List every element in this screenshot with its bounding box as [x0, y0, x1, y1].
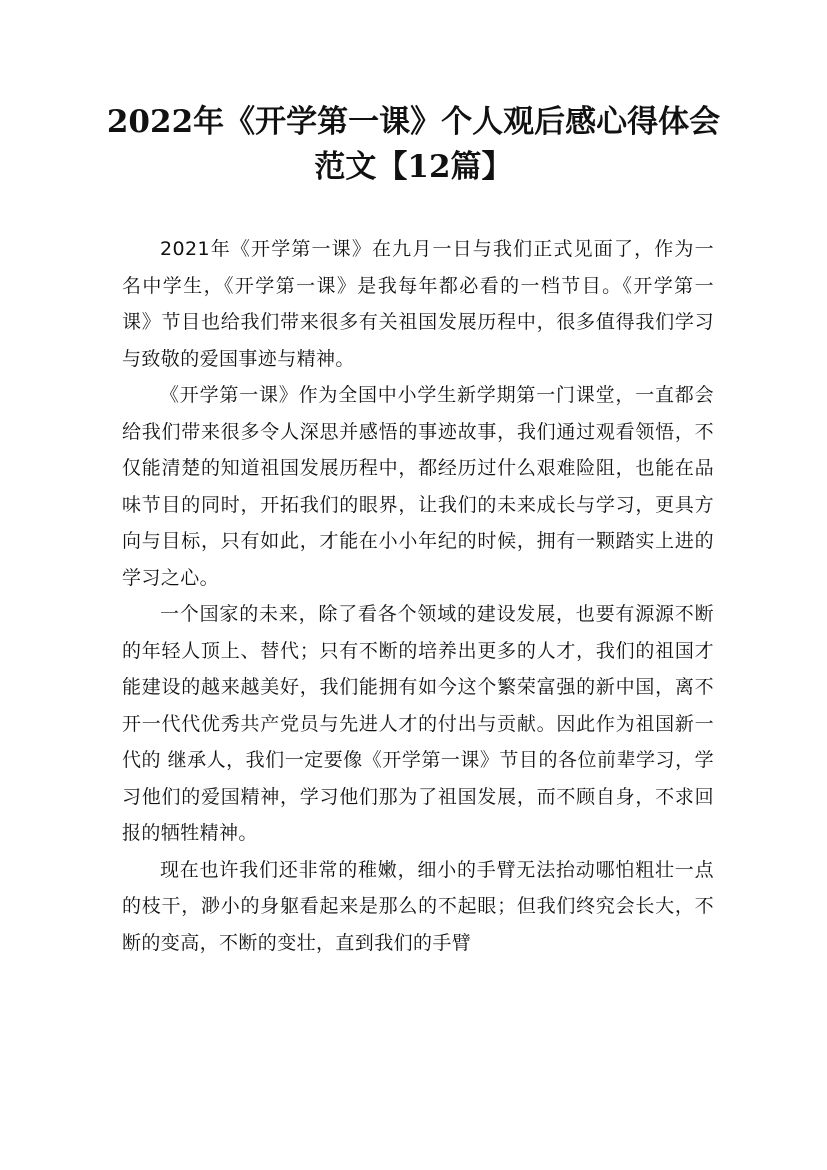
paragraph-3: 一个国家的未来，除了看各个领域的建设发展，也要有源源不断的年轻人顶上、替代；只有不断的培养出更多的人才，我们的祖国才能建设的越来越美好，我们能拥有如今这个繁荣富强的新中国，离不开一代代优秀共产党员与先进人才的付出与贡献。因此作为祖国新一代的 继承人，我们一定要像《开学第一课》节目的各位前辈学习，学习他们的爱国精神，学习他们那为了祖国发展，而不顾自身，不求回报的牺牲精神。	[122, 603, 714, 844]
title-line-1: 2022年《开学第一课》个人观后感心得体会	[106, 104, 721, 140]
document-title	[100, 100, 727, 190]
title-line-2: 范文【12篇】	[314, 149, 513, 185]
paragraph-1: 2021年《开学第一课》在九月一日与我们正式见面了，作为一名中学生，《开学第一课》是我每年都必看的一档节目。《开学第一课》节目也给我们带来很多有关祖国发展历程中，很多值得我们学习与致敬的爱国事迹与精神。	[122, 238, 714, 370]
paragraph-4: 现在也许我们还非常的稚嫩，细小的手臂无法抬动哪怕粗壮一点的枝干，渺小的身躯看起来是那么的不起眼；但我们终究会长大，不断的变高，不断的变壮，直到我们的手臂	[122, 858, 714, 954]
paragraph-2: 《开学第一课》作为全国中小学生新学期第一门课堂，一直都会给我们带来很多令人深思并感悟的事迹故事，我们通过观看领悟，不仅能清楚的知道祖国发展历程中，都经历过什么艰难险阻，也能在品味节目的同时，开拓我们的眼界，让我们的未来成长与学习，更具方向与目标，只有如此，才能在小小年纪的时候，拥有一颗踏实上进的学习之心。	[122, 384, 714, 589]
document-body	[122, 231, 714, 961]
